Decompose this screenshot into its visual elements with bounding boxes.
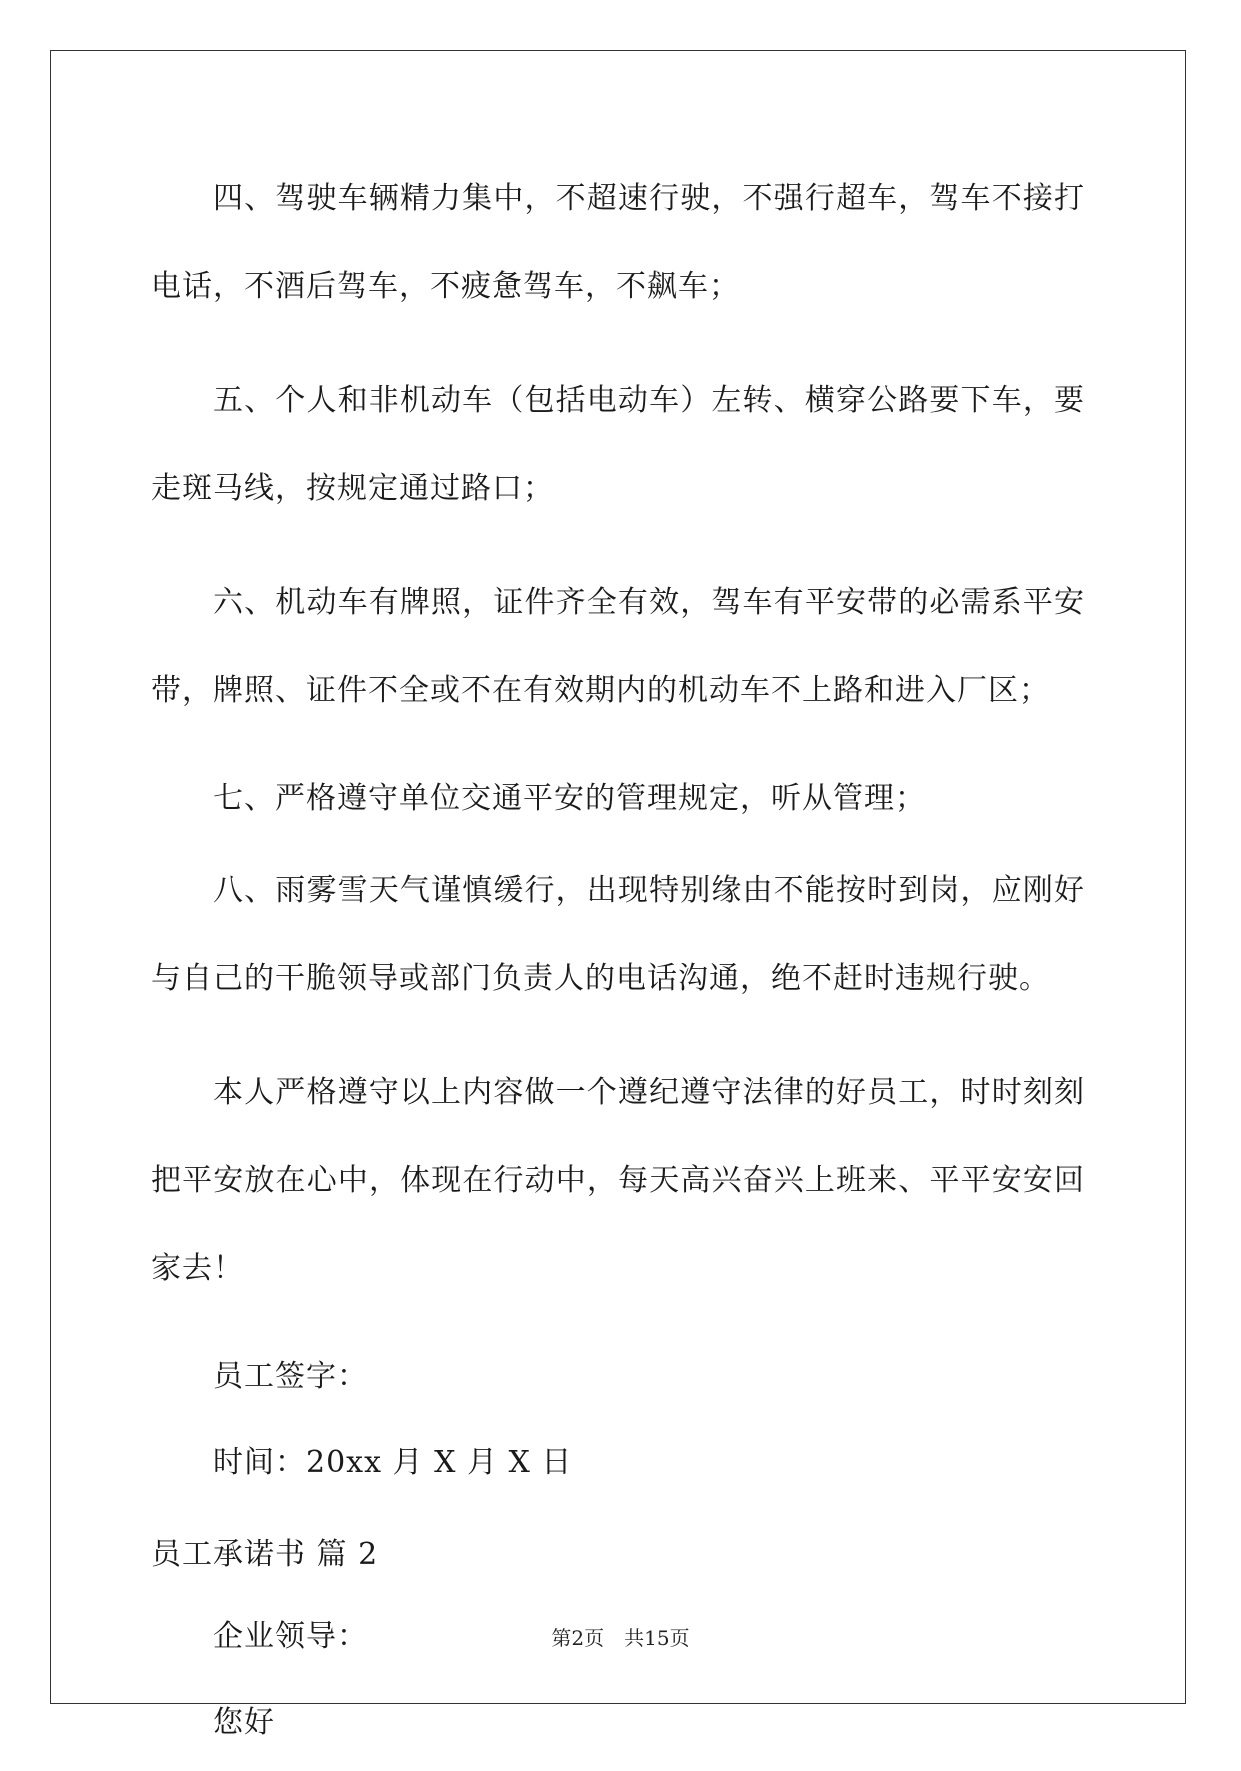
paragraph-pledge: 本人严格遵守以上内容做一个遵纪遵守法律的好员工，时时刻刻把平安放在心中，体现在行动中，每天高兴奋兴上班来、平平安安回家去！ (151, 1075, 1085, 1286)
paragraph-eight: 八、雨雾雪天气谨慎缓行，出现特别缘由不能按时到岗，应刚好与自己的干脆领导或部门负责人的电话沟通，绝不赶时违规行驶。 (151, 873, 1085, 996)
greeting: 您好 (213, 1705, 275, 1740)
document-body (151, 155, 1085, 1771)
page-footer: 第2页 共15页 (551, 1626, 690, 1650)
paragraph-five: 五、个人和非机动车（包括电动车）左转、横穿公路要下车，要走斑马线，按规定通过路口； (151, 383, 1085, 506)
section-heading: 员工承诺书 篇 2 (151, 1537, 379, 1572)
employee-signature-line: 员工签字： (213, 1359, 368, 1394)
paragraph-seven: 七、严格遵守单位交通平安的管理规定，听从管理； (213, 781, 926, 816)
date-line: 时间：20xx 月 X 月 X 日 (213, 1445, 573, 1480)
paragraph-four: 四、驾驶车辆精力集中，不超速行驶，不强行超车，驾车不接打电话，不酒后驾车，不疲惫驾车，不飙车； (151, 181, 1085, 304)
paragraph-six: 六、机动车有牌照，证件齐全有效，驾车有平安带的必需系平安带，牌照、证件不全或不在有效期内的机动车不上路和进入厂区； (151, 585, 1085, 708)
salutation: 企业领导： (213, 1619, 368, 1654)
